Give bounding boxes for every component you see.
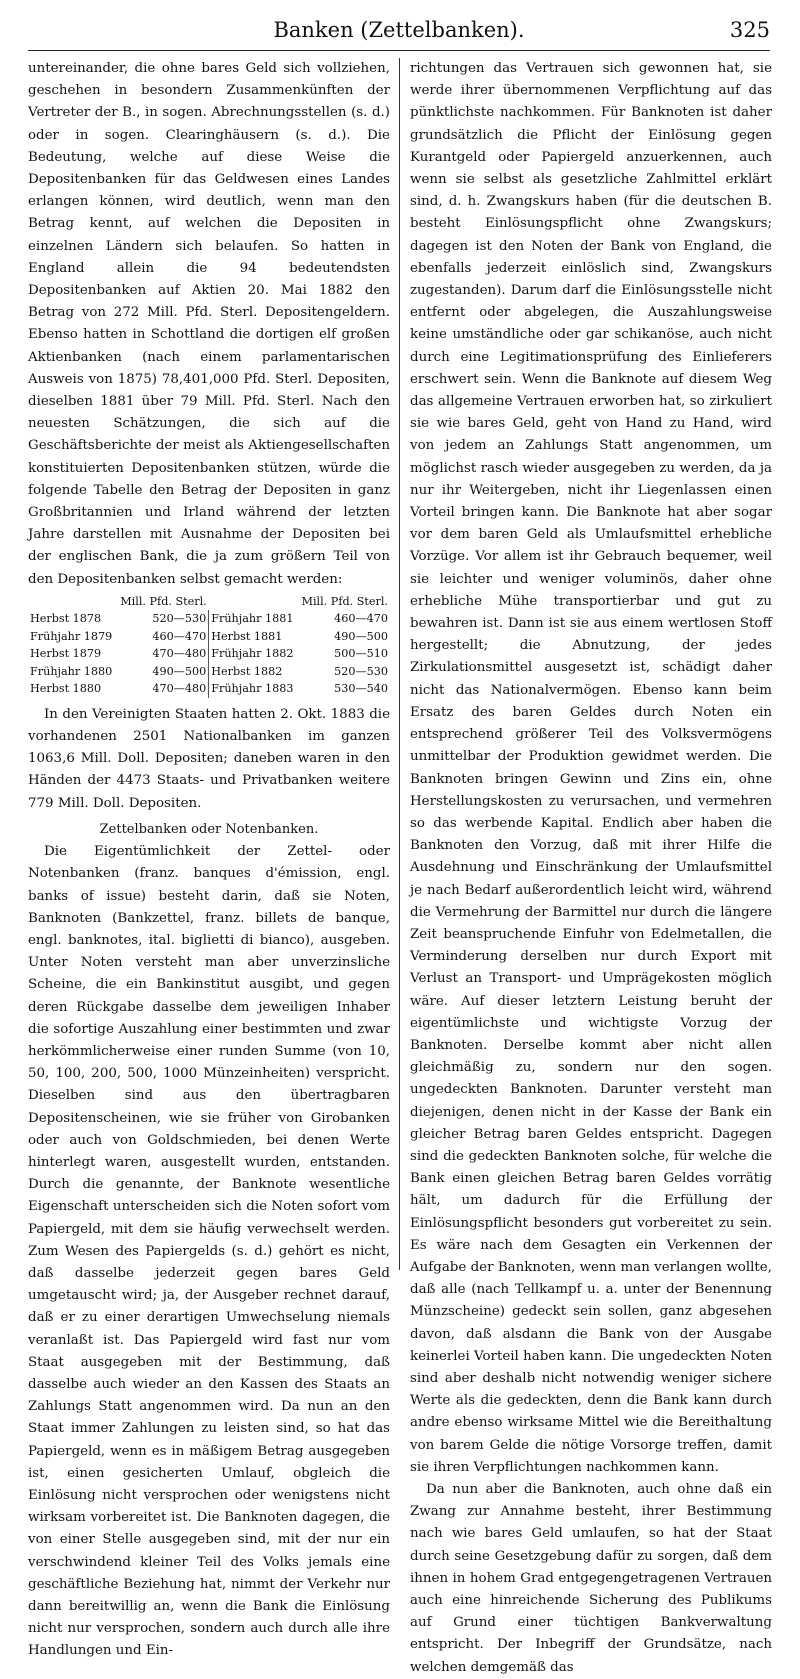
- table-cell: Herbst 1879: [30, 647, 102, 661]
- table-cell: 530—540: [334, 682, 388, 696]
- table-cell: Herbst 1881: [211, 629, 283, 643]
- deposits-table: [28, 593, 390, 698]
- right-column: [410, 58, 772, 1675]
- column-divider: [399, 58, 400, 1270]
- table-unit-header: Mill. Pfd. Sterl.: [301, 594, 388, 608]
- table-unit-header: Mill. Pfd. Sterl.: [120, 594, 207, 608]
- table-cell: 490—500: [116, 663, 209, 681]
- table-header-row: [28, 593, 390, 611]
- table-row: [28, 610, 390, 628]
- table-cell: Herbst 1880: [30, 682, 102, 696]
- right-paragraph-1: richtungen das Vertrauen sich gewonnen hat, sie werde ihrer übernommenen Verpflichtung auf das pünktlichste nachkommen. Für Banknoten ist daher grundsätzlich die Pflicht der Einlösung gegen Kurantgeld oder Papiergeld anzuerkennen, auch wenn sie selbst als gesetzliche Zahlmittel erklärt sind, d. h. Zwangskurs haben (für die deutschen B. besteht Einlösungspflicht ohne Zwangskurs; dagegen ist den Noten der Bank von England, die ebenfalls jederzeit einlöslich sind, Zwangskurs zugestanden). Darum darf die Einlösungsstelle nicht entfernt oder abgelegen, die Auszahlungsweise keine umständliche oder gar schikanöse, auch nicht durch eine Legitimationsprüfung des Einlieferers erschwert sein. Wenn die Banknote auf diesem Weg das allgemeine Vertrauen erworben hat, so zirkuliert sie wie bares Geld, geht von Hand zu Hand, wird von jedem an Zahlungs Statt angenommen, um möglichst rasch wieder ausgegeben zu werden, da ja nur ihr Weitergeben, nicht ihr Liegenlassen einen Vorteil bringen kann. Die Banknote hat aber sogar vor dem baren Geld als Umlaufsmittel erhebliche Vorzüge. Vor allem ist ihr Gebrauch bequemer, weil sie leichter und weniger voluminös, daher ohne erhebliche Mühe transportierbar und gut zu bewahren ist. Dann ist sie aus einem wertlosen Stoff hergestellt; die Abnutzung, der jedes Zirkulationsmittel ausgesetzt ist, schädigt daher nicht das Nationalvermögen. Ebenso kann beim Ersatz des baren Geldes durch Noten ein entsprechend größerer Teil des Volksvermögens unmittelbar der Produktion gewidmet werden. Die Banknoten bringen Gewinn und Zins ein, ohne Herstellungskosten zu verursachen, und vermehren so das werbende Kapital. Endlich aber haben die Banknoten den Vorzug, daß mit ihrer Hilfe die Ausdehnung und Einschränkung der Umlaufsmittel je nach Bedarf außerordentlich leicht wird, während die Vermehrung der Barmittel nur durch die längere Zeit beanspruchende Einfuhr von Edelmetallen, die Verminderung derselben nur durch Export mit Verlust an Transport- und Umprägekosten möglich wäre. Auf dieser letztern Leistung beruht der eigentümlichste und wichtigste Vorzug der Banknoten. Derselbe kommt aber nicht allen gleichmäßig zu, sondern nur den sogen. ungedeckten Banknoten. Darunter versteht man diejenigen, denen nicht in der Kasse der Bank ein gleicher Betrag baren Geldes entspricht. Dagegen sind die gedeckten Banknoten solche, für welche die Bank einen gleichen Betrag baren Geldes vorrätig hält, um dadurch für die Erfüllung der Einlösungspflicht besonders gut vorbereitet zu sein. Es wäre nach dem Gesagten ein Verkennen der Aufgabe der Banknoten, wenn man verlangen wollte, daß alle (nach Tellkampf u. a. unter der Benennung Münzscheine) gedeckt sein sollen, ganz abgesehen davon, daß alsdann die Bank von der Ausgabe keinerlei Vorteil haben kann. Die ungedeckten Noten sind aber deshalb nicht notwendig weniger sichere Werte als die gedeckten, denn die Bank kann durch andre ebenso wirksame Mittel wie die Bereithaltung von barem Gelde die nötige Vorsorge treffen, damit sie ihren Verpflichtungen nachkommen kann.: [410, 61, 772, 1475]
- table-cell: 470—480: [116, 680, 209, 698]
- table-row: [28, 680, 390, 698]
- right-paragraph-2: Da nun aber die Banknoten, auch ohne daß ein Zwang zur Annahme besteht, ihrer Bestimmung nach wie bares Geld umlaufen, so hat der Staat durch seine Gesetzgebung dafür zu sorgen, daß dem ihnen in hohem Grad entgegengetragenen Vertrauen auch eine hinreichende Sicherung des Publikums auf Grund einer tüchtigen Bankverwaltung entspricht. Der Inbegriff der Grundsätze, nach welchen demgemäß das: [410, 1482, 772, 1675]
- table-row: [28, 663, 390, 681]
- table-cell: 460—470: [334, 612, 388, 626]
- table-row: [28, 645, 390, 663]
- table-cell: 520—530: [116, 610, 209, 628]
- left-column: [28, 58, 390, 1659]
- table-cell: Herbst 1882: [211, 664, 283, 678]
- page-header: [28, 16, 770, 51]
- table-cell: 460—470: [116, 628, 209, 646]
- table-cell: 490—500: [334, 629, 388, 643]
- table-cell: Frühjahr 1882: [211, 647, 294, 661]
- table-cell: Herbst 1878: [30, 612, 102, 626]
- left-paragraph-2: In den Vereinigten Staaten hatten 2. Okt. 1883 die vorhandenen 2501 Nationalbanken im ganzen 1063,6 Mill. Doll. Depositen; daneben waren in den Händen der 4473 Staats- und Privatbanken weitere 779 Mill. Doll. Depositen.: [28, 706, 390, 811]
- table-cell: Frühjahr 1879: [30, 629, 113, 643]
- running-title: Banken (Zettelbanken).: [273, 18, 525, 42]
- table-cell: Frühjahr 1880: [30, 664, 113, 678]
- table-cell: Frühjahr 1881: [211, 612, 294, 626]
- left-paragraph-1: untereinander, die ohne bares Geld sich vollziehen, geschehen in besondern Zusammenkünften der Vertreter der B., in sogen. Abrechnungsstellen (s. d.) oder in sogen. Clearinghäusern (s. d.). Die Bedeutung, welche auf diese Weise die Depositenbanken für das Geldwesen eines Landes erlangen können, wird deutlich, wenn man den Betrag kennt, auf welchen die Depositen in einzelnen Ländern sich belaufen. So hatten in England allein die 94 bedeutendsten Depositenbanken auf Aktien 20. Mai 1882 den Betrag von 272 Mill. Pfd. Sterl. Depositengeldern. Ebenso hatten in Schottland die dortigen elf großen Aktienbanken (nach einem parlamentarischen Ausweis von 1875) 78,401,000 Pfd. Sterl. Depositen, dieselben 1881 über 79 Mill. Pfd. Sterl. Nach den neuesten Schätzungen, die sich auf die Geschäftsberichte der meist als Aktiengesellschaften konstituierten Depositenbanken stützen, würde die folgende Tabelle den Betrag der Depositen in ganz Großbritannien und Irland während der letzten Jahre darstellen mit Ausnahme der Depositen bei der englischen Bank, die ja zum größern Teil von den Depositenbanken selbst gemacht werden:: [28, 61, 390, 587]
- left-paragraph-3: Die Eigentümlichkeit der Zettel- oder Notenbanken (franz. banques d'émission, engl. banks of issue) besteht darin, daß sie Noten, Banknoten (Bankzettel, franz. billets de banque, engl. banknotes, ital. biglietti di bianco), ausgeben. Unter Noten versteht man aber unverzinsliche Scheine, die ein Bankinstitut ausgibt, und gegen deren Rückgabe dasselbe dem jeweiligen Inhaber die sofortige Auszahlung einer bestimmten und zwar herkömmlicherweise einer runden Summe (von 10, 50, 100, 200, 500, 1000 Münzeinheiten) verspricht. Dieselben sind aus den übertragbaren Depositenscheinen, wie sie früher von Girobanken oder auch von Goldschmieden, bei denen Werte hinterlegt waren, ausgestellt wurden, entstanden. Durch die genannte, der Banknote wesentliche Eigenschaft unterscheiden sich die Noten sofort vom Papiergeld, mit dem sie häufig verwechselt werden. Zum Wesen des Papiergelds (s. d.) gehört es nicht, daß dasselbe jederzeit gegen bares Geld umgetauscht wird; ja, der Ausgeber rechnet darauf, daß er zu einer derartigen Umwechselung niemals veranlaßt ist. Das Papiergeld wird fast nur vom Staat ausgegeben mit der Bestimmung, daß dasselbe auch wieder an den Kassen des Staats an Zahlungs Statt angenommen wird. Da nun an den Staat immer Zahlungen zu leisten sind, so hat das Papiergeld, wenn es in mäßigem Betrag ausgegeben ist, einen gesicherten Umlauf, obgleich die Einlösung nicht versprochen oder wenigstens nicht wirksam vorbereitet ist. Die Banknoten dagegen, die von einer Stelle ausgegeben sind, mit der nur ein verschwindend kleiner Teil des Volks jemals eine geschäftliche Beziehung hat, nimmt der Verkehr nur dann bereitwillig an, wenn die Bank die Einlösung nicht nur versprochen, sondern auch durch alle ihre Handlungen und Ein-: [28, 844, 390, 1659]
- table-cell: 470—480: [116, 645, 209, 663]
- table-cell: 500—510: [334, 647, 388, 661]
- table-row: [28, 628, 390, 646]
- page-number: 325: [729, 18, 770, 42]
- table-cell: Frühjahr 1883: [211, 682, 294, 696]
- section-heading: Zettelbanken oder Notenbanken.: [99, 821, 319, 837]
- table-cell: 520—530: [334, 664, 388, 678]
